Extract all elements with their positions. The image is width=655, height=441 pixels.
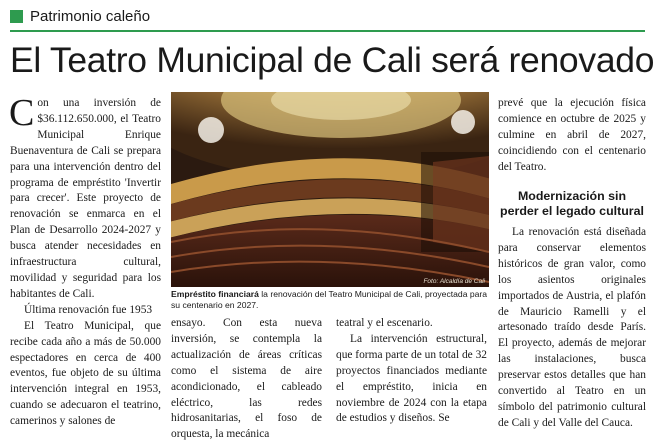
section-rule [10, 30, 645, 32]
photo-caption [171, 289, 489, 311]
caption-text: la renovación del Teatro Municipal de Cali, proyectada para su centenario en 2027. [171, 289, 488, 310]
column-3 [336, 316, 487, 427]
subheading: Modernización sin perder el legado cultural [500, 189, 644, 218]
theater-photo [171, 92, 489, 287]
paragraph-continued: ensayo. Con esta nueva inversión, se contempla la actualización de áreas críticas como el sistema de aire acondicionado, el cableado eléctrico, las redes hidrosanitarias, el foso de orquesta, la mecánica [171, 317, 322, 441]
section-marker [10, 10, 23, 23]
theater-interior-image [171, 92, 489, 287]
paragraph-continued: prevé que la ejecución física comience en octubre de 2025 y culmine en abril de 2027, coincidiendo con el centenario del Teatro. [498, 97, 646, 173]
paragraph: La intervención estructural, que forma parte de un total de 32 proyectos financiados mediante el empréstito, inicia en noviembre de 2024 con la etapa de estudios y diseños. Se [336, 332, 487, 425]
lead-paragraph [9, 92, 161, 303]
column-4 [498, 96, 646, 176]
column-4-lower [498, 225, 646, 432]
lead-text: on una inversión de $36.112.650.000, el Teatro Municipal Enrique Buenaventura de Cali se prepara para una intervención dentro del programa de empréstito 'Invertir para crecer'. Este proyecto de renovación se enmarca en el Plan de Desarrollo 2024-2027 y busca atender necesidades en infraestructura cultural, movilidad y seguridad para los habitantes de Cali. [10, 97, 161, 300]
intertitle: Última renovación fue 1953 [24, 303, 153, 316]
column-2 [171, 316, 322, 441]
paragraph: La renovación está diseñada para conservar elementos históricos de gran valor, como los asientos originales importados de Austria, el plafón de Mauricio Ramelli y el artesonado traído desde París. El proyecto, además de mejorar las instalaciones, busca preservar estos detalles que han convertido al Teatro en un símbolo del patrimonio cultural de Cali y del Valle del Cauca. [498, 226, 646, 429]
photo-credit: Foto: Alcaldía de Cali [423, 278, 485, 285]
drop-cap: C [9, 92, 35, 134]
paragraph: El Teatro Municipal, que recibe cada año a más de 50.000 espectadores en cerca de 400 eventos, fue objeto de su última intervención integral en 1953, cuando se adecuaron el teatrino, camerinos y salones de [10, 319, 161, 428]
headline: El Teatro Municipal de Cali será renovado [10, 40, 655, 80]
section-header [10, 6, 150, 26]
paragraph-continued: teatral y el escenario. [336, 317, 433, 329]
caption-lead: Empréstito financiará [171, 289, 259, 299]
column-1 [9, 92, 161, 430]
section-label: Patrimonio caleño [30, 7, 151, 25]
